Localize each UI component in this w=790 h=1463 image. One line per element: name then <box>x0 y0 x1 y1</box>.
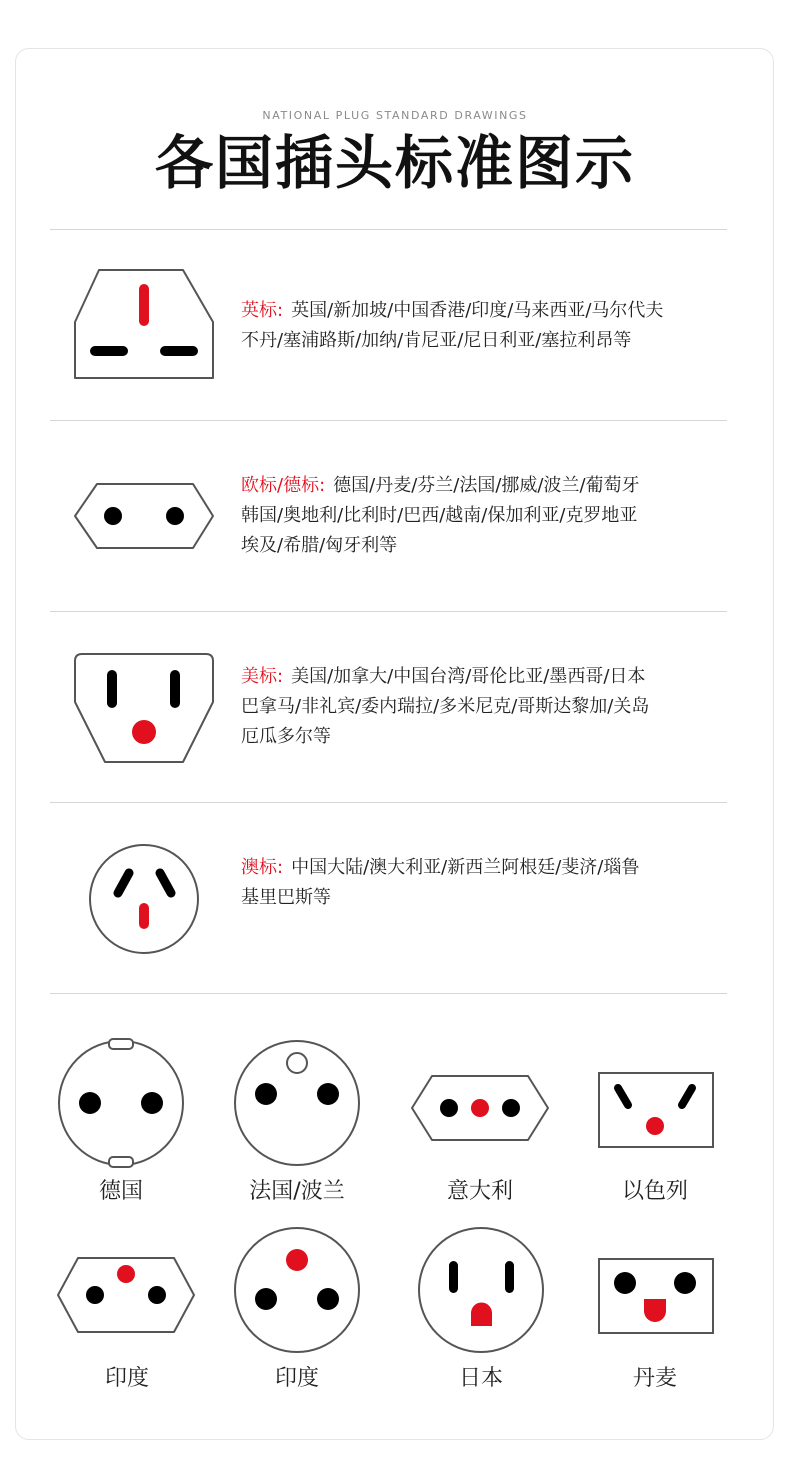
grid-label: 印度 <box>104 1366 149 1391</box>
row-countries-line: 厄瓜多尔等 <box>241 726 331 747</box>
row-label: 澳标: <box>241 857 284 878</box>
grid-label: 意大利 <box>446 1179 513 1204</box>
page-subtitle: NATIONAL PLUG STANDARD DRAWINGS <box>262 109 528 122</box>
row-text-eu <box>241 471 731 561</box>
grid-label: 日本 <box>458 1366 503 1391</box>
grid-label: 印度 <box>274 1366 319 1391</box>
grid-label: 以色列 <box>621 1179 688 1204</box>
row-countries-line: 埃及/希腊/匈牙利等 <box>241 535 398 556</box>
row-label: 美标: <box>241 666 284 687</box>
row-countries-line: 美国/加拿大/中国台湾/哥伦比亚/墨西哥/日本 <box>291 666 646 687</box>
us-plug-icon <box>70 650 220 766</box>
denmark-plug-icon <box>596 1256 716 1336</box>
italy-plug-icon <box>408 1072 552 1144</box>
divider <box>50 420 727 421</box>
row-text-au <box>241 853 731 913</box>
divider <box>50 802 727 803</box>
grid-label: 丹麦 <box>632 1366 677 1391</box>
row-label: 欧标/德标: <box>241 475 326 496</box>
row-countries-line: 中国大陆/澳大利亚/新西兰阿根廷/斐济/瑙鲁 <box>291 857 640 878</box>
au-plug-icon <box>86 841 202 957</box>
india-plug-small-icon <box>54 1254 198 1336</box>
germany-plug-icon <box>56 1037 186 1169</box>
grid-label: 德国 <box>98 1179 143 1204</box>
row-countries-line: 英国/新加坡/中国香港/印度/马来西亚/马尔代夫 <box>291 300 664 321</box>
row-text-us <box>241 662 731 752</box>
india-plug-large-icon <box>232 1225 362 1355</box>
row-text-uk <box>241 296 731 356</box>
eu-plug-icon <box>70 480 220 552</box>
divider <box>50 611 727 612</box>
row-label: 英标: <box>241 300 284 321</box>
row-countries-line: 不丹/塞浦路斯/加纳/肯尼亚/尼日利亚/塞拉利昂等 <box>241 330 632 351</box>
uk-plug-icon <box>70 266 220 384</box>
page-title: 各国插头标准图示 <box>154 129 635 197</box>
israel-plug-icon <box>596 1070 716 1150</box>
row-countries-line: 巴拿马/非礼宾/委内瑞拉/多米尼克/哥斯达黎加/关岛 <box>241 696 650 717</box>
divider <box>50 229 727 230</box>
row-countries-line: 德国/丹麦/芬兰/法国/挪威/波兰/葡萄牙 <box>333 475 640 496</box>
france-poland-plug-icon <box>232 1038 362 1168</box>
grid-label: 法国/波兰 <box>249 1179 345 1204</box>
divider <box>50 993 727 994</box>
japan-plug-icon <box>416 1225 546 1355</box>
row-countries-line: 韩国/奥地利/比利时/巴西/越南/保加利亚/克罗地亚 <box>241 505 638 526</box>
row-countries-line: 基里巴斯等 <box>241 887 331 908</box>
